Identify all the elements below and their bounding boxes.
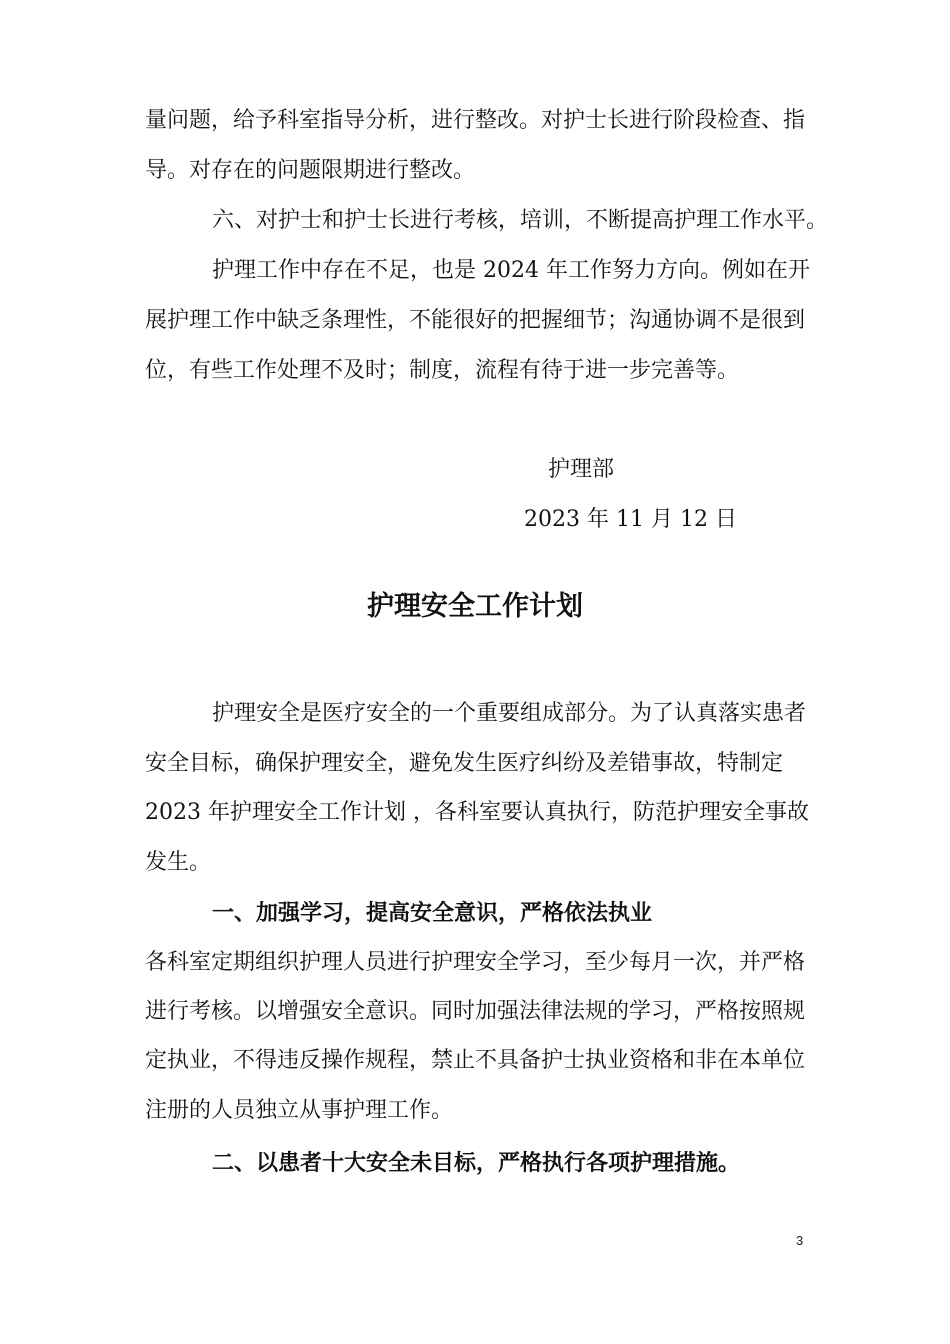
paragraph-line: 注册的人员独立从事护理工作。 [145,1098,454,1123]
paragraph-line: 展护理工作中缺乏条理性，不能很好的把握细节；沟通协调不是很到 [145,308,806,333]
paragraph-line: 护理安全是医疗安全的一个重要组成部分。为了认真落实患者 [212,701,807,726]
paragraph-line: 导。对存在的问题限期进行整改。 [145,158,476,183]
paragraph-line: 护理工作中存在不足，也是 2024 年工作努力方向。例如在开 [212,258,810,283]
paragraph-line: 各科室定期组织护理人员进行护理安全学习，至少每月一次，并严格 [145,950,806,975]
paragraph-line: 六、对护士和护士长进行考核，培训，不断提高护理工作水平。 [212,208,829,233]
section-heading-2: 二、以患者十大安全未目标，严格执行各项护理措施。 [212,1150,741,1176]
paragraph-line: 进行考核。以增强安全意识。同时加强法律法规的学习，严格按照规 [145,999,806,1024]
paragraph-line: 位，有些工作处理不及时；制度，流程有待于进一步完善等。 [145,358,740,383]
document-title: 护理安全工作计划 [367,591,583,622]
page-number: 3 [796,1233,804,1248]
paragraph-line: 量问题，给予科室指导分析，进行整改。对护士长进行阶段检查、指 [145,108,806,133]
paragraph-line: 2023 年护理安全工作计划 ，各科室要认真执行，防范护理安全事故 [145,800,809,825]
paragraph-line: 安全目标，确保护理安全，避免发生医疗纠纷及差错事故，特制定 [145,751,784,776]
section-heading-1: 一、加强学习，提高安全意识，严格依法执业 [212,900,653,926]
paragraph-line: 定执业，不得违反操作规程，禁止不具备护士执业资格和非在本单位 [145,1048,806,1073]
signature: 护理部 [548,457,615,482]
signature-date: 2023 年 11 月 12 日 [524,507,737,532]
paragraph-line: 发生。 [145,850,212,875]
